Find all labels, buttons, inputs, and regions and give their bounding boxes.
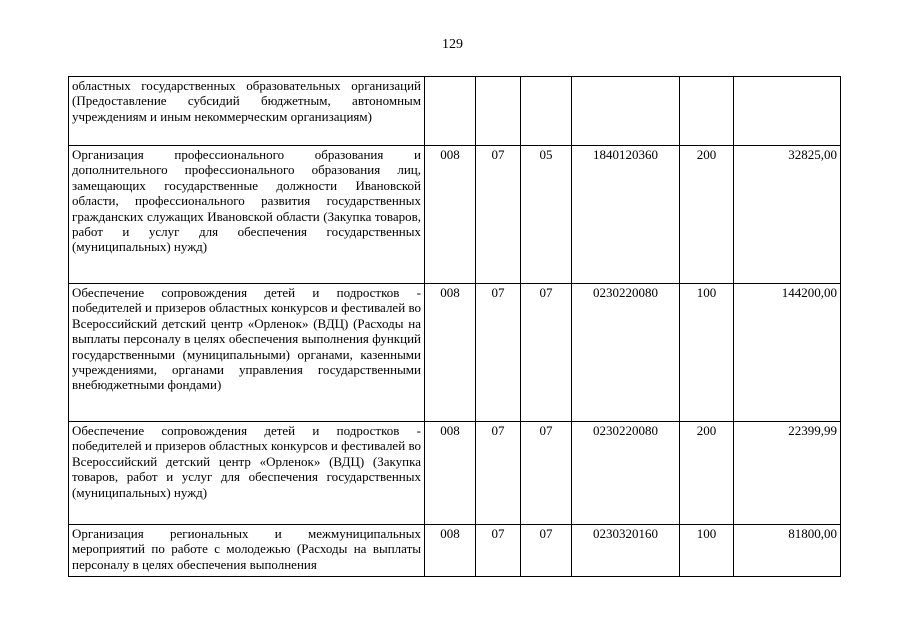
section-code-cell: 07: [476, 525, 521, 577]
page-number: 129: [442, 37, 463, 52]
ministry-code-cell: 008: [425, 525, 476, 577]
subsection-code-cell: [521, 77, 572, 146]
amount-cell: [734, 77, 841, 146]
expense-type-cell: 200: [680, 422, 734, 525]
subsection-code-cell: 07: [521, 525, 572, 577]
amount-cell: 81800,00: [734, 525, 841, 577]
target-code-cell: 0230320160: [572, 525, 680, 577]
target-code-cell: 0230220080: [572, 284, 680, 422]
expense-type-cell: [680, 77, 734, 146]
subsection-code-cell: 07: [521, 284, 572, 422]
section-code-cell: [476, 77, 521, 146]
section-code-cell: 07: [476, 146, 521, 284]
subsection-code-cell: 07: [521, 422, 572, 525]
section-code-cell: 07: [476, 284, 521, 422]
table-row: [69, 77, 841, 146]
section-code-cell: 07: [476, 422, 521, 525]
table-row: [69, 422, 841, 525]
table-row: [69, 525, 841, 577]
expense-type-cell: 200: [680, 146, 734, 284]
target-code-cell: 0230220080: [572, 422, 680, 525]
table-row: [69, 146, 841, 284]
amount-cell: 32825,00: [734, 146, 841, 284]
ministry-code-cell: 008: [425, 422, 476, 525]
row-name-cell: Обеспечение сопровождения детей и подростков - победителей и призеров областных конкурсов и фестивалей во Всероссийский детский центр «Орленок» (ВДЦ) (Расходы на выплаты персоналу в целях обеспечения выполнения функций государственными (муниципальными) органами, казенными учреждениями, органами управления государственными внебюджетными фондами): [69, 284, 425, 422]
subsection-code-cell: 05: [521, 146, 572, 284]
amount-cell: 144200,00: [734, 284, 841, 422]
ministry-code-cell: 008: [425, 284, 476, 422]
ministry-code-cell: 008: [425, 146, 476, 284]
target-code-cell: [572, 77, 680, 146]
expense-type-cell: 100: [680, 525, 734, 577]
budget-table: [68, 76, 841, 577]
row-name-cell: Организация региональных и межмуниципальных мероприятий по работе с молодежью (Расходы на выплаты персоналу в целях обеспечения выполнения: [69, 525, 425, 577]
table-row: [69, 284, 841, 422]
row-name-cell: Обеспечение сопровождения детей и подростков - победителей и призеров областных конкурсов и фестивалей во Всероссийский детский центр «Орленок» (ВДЦ) (Закупка товаров, работ и услуг для обеспечения государственных (муниципальных) нужд): [69, 422, 425, 525]
amount-cell: 22399,99: [734, 422, 841, 525]
ministry-code-cell: [425, 77, 476, 146]
row-name-cell: областных государственных образовательных организаций (Предоставление субсидий бюджетным, автономным учреждениям и иным некоммерческим организациям): [69, 77, 425, 146]
expense-type-cell: 100: [680, 284, 734, 422]
target-code-cell: 1840120360: [572, 146, 680, 284]
row-name-cell: Организация профессионального образования и дополнительного профессионального образования лиц, замещающих государственные должности Ивановской области, профессионального развития государственных гражданских служащих Ивановской области (Закупка товаров, работ и услуг для обеспечения государственных (муниципальных) нужд): [69, 146, 425, 284]
